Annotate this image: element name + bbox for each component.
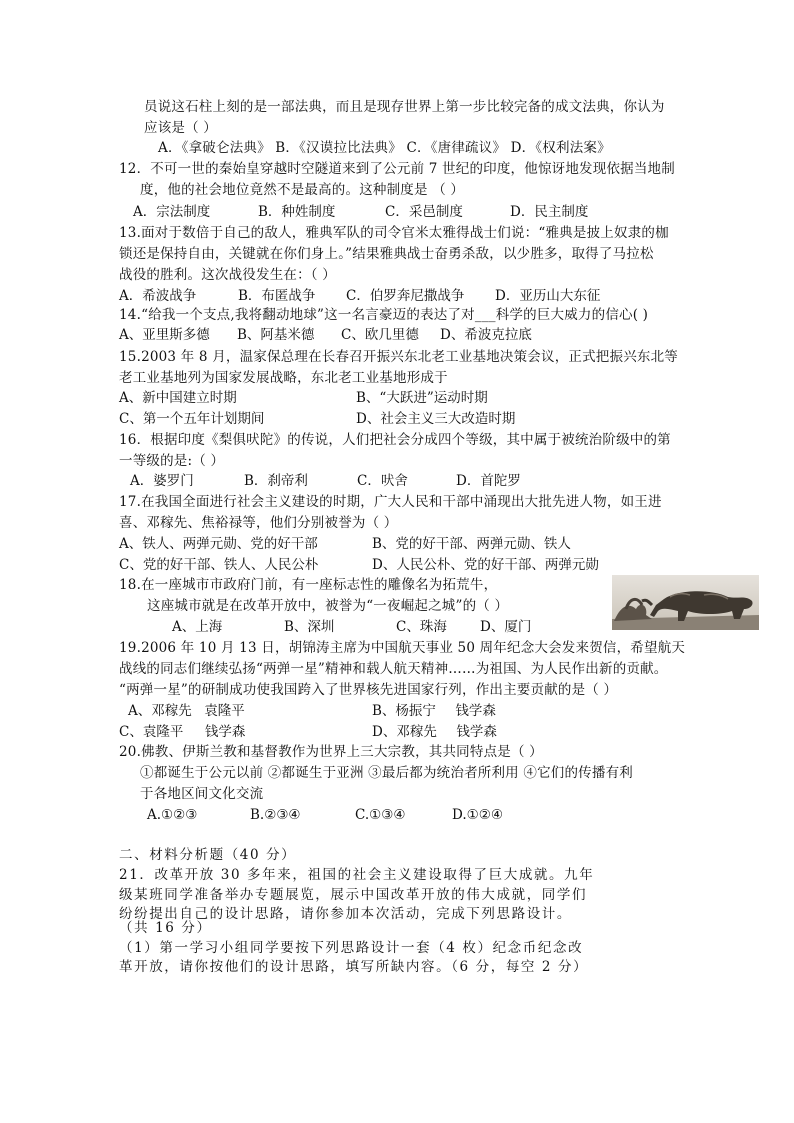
q14-option-b: B、阿基米德 — [237, 327, 315, 343]
q12-option-c: C．采邑制度 — [385, 204, 463, 220]
q17-option-b: B、党的好干部、两弹元勋、铁人 — [372, 536, 571, 552]
q20-line3: 于各地区间文化交流 — [140, 786, 264, 802]
q19-option-c-name2: 钱学森 — [204, 724, 246, 740]
q11-line2: 应该是（ ） — [144, 120, 217, 136]
q16-line2: 一等级的是:（ ） — [119, 453, 225, 469]
q17-option-d: D、人民公朴、党的好干部、两弹元勋 — [372, 557, 599, 573]
q19-line1: 19.2006 年 10 月 13 日，胡锦涛主席为中国航天事业 50 周年纪念大会发来贺信，希望航天 — [119, 640, 686, 656]
q19-option-c — [119, 723, 245, 741]
q20-line2: ①都诞生于公元以前 ②都诞生于亚洲 ③最后都为统治者所利用 ④它们的传播有利 — [140, 765, 633, 781]
q19-option-a-name2: 袁隆平 — [204, 703, 245, 719]
q13-line3: 战役的胜利。这次战役发生在：（ ） — [119, 267, 336, 283]
q13-option-a: A．希波战争 — [119, 288, 197, 304]
q16-option-b: B．刹帝利 — [244, 473, 308, 489]
q19-option-c-name1: 袁隆平 — [142, 724, 184, 740]
q12-option-a: A．宗法制度 — [133, 204, 211, 220]
q21-line3: 纷纷提出自己的设计思路，请你参加本次活动，完成下列思路设计。 — [119, 906, 572, 922]
q12-line1: 12．不可一世的秦始皇穿越时空隧道来到了公元前 7 世纪的印度，他惊讶地发现依据当地制 — [119, 161, 675, 177]
q18-line2: 这座城市就是在改革开放中，被誉为“一夜崛起之城”的（ ） — [147, 598, 509, 614]
q14-line1: 14.“给我一个支点,我将翻动地球”这一名言豪迈的表达了对___科学的巨大威力的信心( ) — [119, 307, 649, 323]
q19-option-d-letter: D、 — [372, 724, 397, 740]
q17-option-c: C、党的好干部、铁人、人民公朴 — [119, 557, 319, 573]
q17-line1: 17.在我国全面进行社会主义建设的时期，广大人民和干部中涌现出大批先进人物，如王进 — [119, 494, 662, 510]
q13-option-d: D．亚历山大东征 — [495, 288, 601, 304]
q19-option-b-name2: 钱学森 — [455, 703, 496, 719]
q19-line3: “两弹一星”的研制成功使我国跨入了世界核先进国家行列，作出主要贡献的是（ ） — [119, 682, 618, 698]
q19-line2: 战线的同志们继续弘扬“两弹一星”精神和载人航天精神……为祖国、为人民作出新的贡献。 — [119, 661, 668, 677]
q13-option-b: B．布匿战争 — [238, 288, 316, 304]
q18-option-d: D、厦门 — [480, 619, 532, 635]
q19-option-a-name1: 邓稼先 — [151, 703, 192, 719]
q13-option-c: C．伯罗奔尼撒战争 — [346, 288, 465, 304]
q15-option-b: B、“大跃进”运动时期 — [356, 390, 488, 406]
q20-option-b: B.②③④ — [250, 807, 301, 823]
q20-line1: 20.佛教、伊斯兰教和基督教作为世界上三大宗教，其共同特点是（ ） — [119, 744, 543, 760]
q12-option-d: D．民主制度 — [510, 204, 589, 220]
q11-line1: 员说这石柱上刻的是一部法典，而且是现存世界上第一步比较完备的成文法典，你认为 — [144, 99, 665, 115]
q21-sub1-line2: 革开放，请你按他们的设计思路，填写所缺内容。（6 分，每空 2 分） — [119, 959, 589, 975]
q18-line1: 18.在一座城市市政府门前，有一座标志性的雕像名为拓荒牛， — [119, 577, 498, 593]
q19-option-d-name2: 钱学森 — [456, 724, 497, 740]
q14-option-a: A、亚里斯多德 — [119, 327, 210, 343]
q17-option-a: A、铁人、两弹元勋、党的好干部 — [119, 536, 318, 552]
q16-option-c: C．吠舍 — [357, 473, 408, 489]
q19-option-b-letter: B、 — [372, 703, 396, 719]
q12-option-b: B．种姓制度 — [258, 204, 336, 220]
section-heading: 二、材料分析题（40 分） — [119, 847, 297, 863]
q19-option-a — [128, 702, 245, 720]
q18-option-c: C、珠海 — [396, 619, 447, 635]
q13-line1: 13.面对于数倍于自己的敌人，雅典军队的司令官米太雅得战士们说：“雅典是披上奴隶的枷 — [119, 225, 669, 241]
q15-line2: 老工业基地列为国家发展战略，东北老工业基地形成于 — [119, 370, 448, 386]
q21-sub1-line1: （1）第一学习小组同学要按下列思路设计一套（4 枚）纪念币纪念改 — [119, 940, 584, 956]
q19-option-a-letter: A、 — [128, 703, 152, 719]
q18-option-a: A、上海 — [172, 619, 223, 635]
pioneer-bull-sculpture-image — [612, 575, 759, 630]
q13-line2: 锁还是保持自由，关键就在你们身上。”结果雅典战士奋勇杀敌，以少胜多，取得了马拉松 — [119, 246, 654, 262]
q21-line1: 21．改革开放 30 多年来，祖国的社会主义建设取得了巨大成就。九年 — [119, 867, 595, 883]
q16-option-a: A．婆罗门 — [130, 473, 194, 489]
q16-line1: 16．根据印度《梨俱吠陀》的传说，人们把社会分成四个等级，其中属于被统治阶级中的第 — [119, 432, 671, 448]
q18-option-b: B、深圳 — [284, 619, 335, 635]
q19-option-d — [372, 723, 497, 741]
q19-option-b-name1: 杨振宁 — [395, 703, 436, 719]
q15-option-c: C、第一个五年计划期间 — [119, 411, 265, 427]
q15-line1: 15.2003 年 8 月，温家保总理在长春召开振兴东北老工业基地决策会议，正式把振兴东北等 — [119, 349, 678, 365]
q19-option-d-name1: 邓稼先 — [396, 724, 437, 740]
q20-option-d: D.①②④ — [452, 807, 503, 823]
q14-option-d: D、希波克拉底 — [440, 327, 532, 343]
q15-option-d: D、社会主义三大改造时期 — [356, 411, 516, 427]
q12-line2: 度，他的社会地位竟然不是最高的。这种制度是 （ ） — [140, 182, 465, 198]
q16-option-d: D．首陀罗 — [456, 473, 521, 489]
q21-line2: 级某班同学准备举办专题展览，展示中国改革开放的伟大成就，同学们 — [119, 887, 588, 903]
q11-options: A．《拿破仑法典》 B．《汉谟拉比法典》 C．《唐律疏议》 D．《权利法案》 — [158, 140, 611, 156]
q19-option-c-letter: C、 — [119, 724, 143, 740]
q14-option-c: C、欧几里德 — [341, 327, 419, 343]
q15-option-a: A、新中国建立时期 — [119, 390, 237, 406]
q20-option-a: A.①②③ — [147, 807, 198, 823]
q21-line4: （共 16 分） — [119, 920, 212, 936]
q20-option-c: C.①③④ — [355, 807, 406, 823]
q17-line2: 喜、邓稼先、焦裕禄等，他们分别被誉为（ ） — [119, 515, 398, 531]
q19-option-b — [372, 702, 496, 720]
